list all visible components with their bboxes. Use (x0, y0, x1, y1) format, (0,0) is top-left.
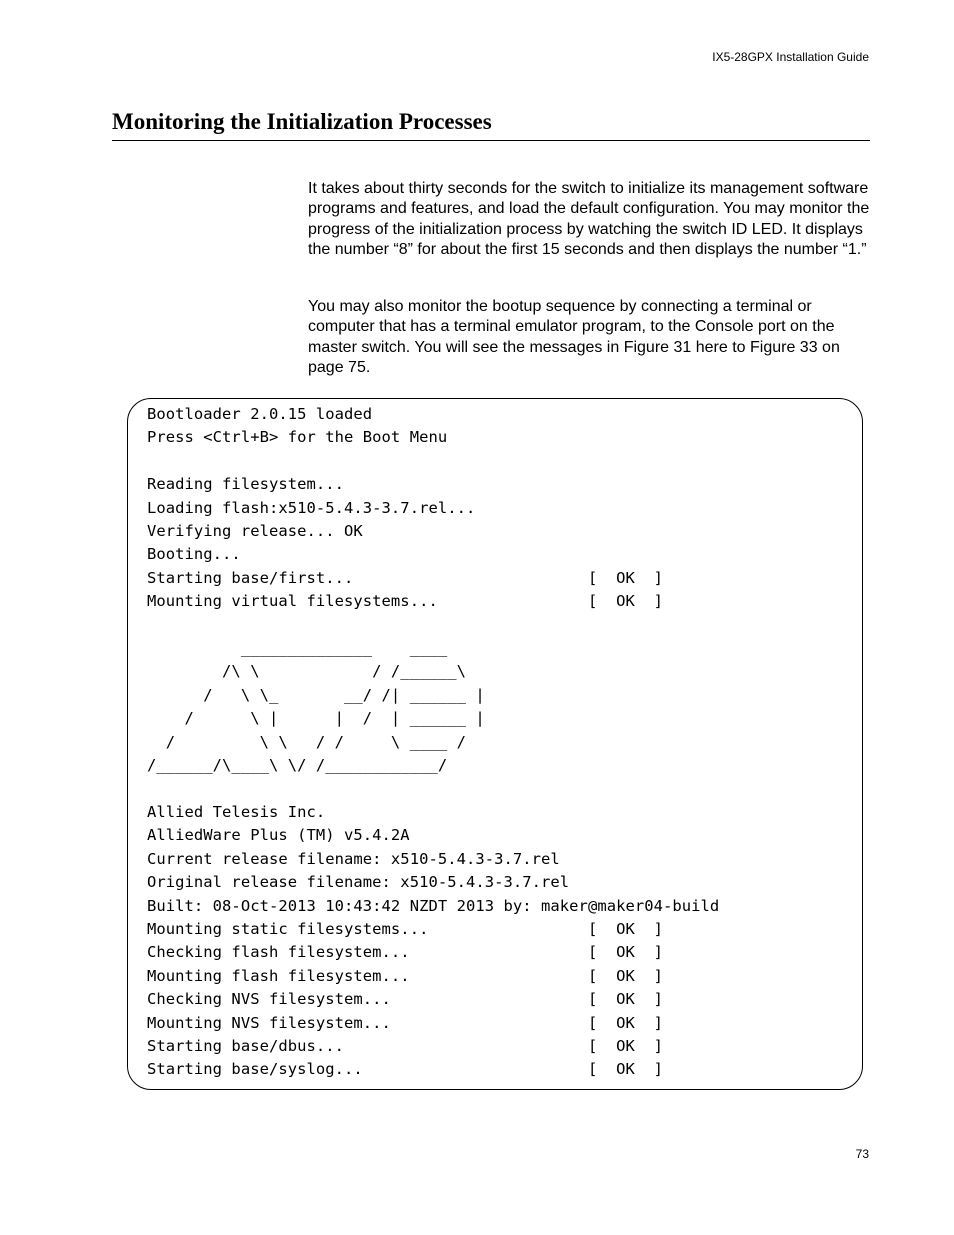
page-number: 73 (855, 1147, 869, 1161)
console-output: Bootloader 2.0.15 loaded Press <Ctrl+B> for the Boot Menu Reading filesystem... Loading flash:x510-5.4.3-3.7.rel... Verifying release... OK Booting... Starting base/first... [ OK ] Mounting virtual filesystems... [ OK ] ______________ ____ /\ \ / /______\ / \ \_ __/ /| ______ | / \ | | / | ______ | / \ \ / / \ ____ / /______/\____\ \/ /____________/ Allied Telesis Inc. AlliedWare Plus (TM) v5.4.2A Current release filename: x510-5.4.3-3.7.rel Original release filename: x510-5.4.3-3.7.rel Built: 08-Oct-2013 10:43:42 NZDT 2013 by: maker@maker04-build Mounting static filesystems... [ OK ] Checking flash filesystem... [ OK ] Mounting flash filesystem... [ OK ] Checking NVS filesystem... [ OK ] Mounting NVS filesystem... [ OK ] Starting base/dbus... [ OK ] Starting base/syslog... [ OK ] (147, 405, 720, 1079)
intro-paragraph: It takes about thirty seconds for the switch to initialize its management software programs and features, and load the default configuration. You may monitor the progress of the initialization process by watching the switch ID LED. It displays the number “8” for about the first 15 seconds and then displays the number “1.” (308, 180, 870, 258)
title-rule (112, 140, 870, 141)
console-paragraph: You may also monitor the bootup sequence by connecting a terminal or computer that has a terminal emulator program, to the Console port on the master switch. You will see the messages in Figure 31 here to Figure 33 on page 75. (308, 298, 840, 376)
running-header: IX5-28GPX Installation Guide (712, 50, 869, 64)
section-title: Monitoring the Initialization Processes (112, 109, 492, 134)
